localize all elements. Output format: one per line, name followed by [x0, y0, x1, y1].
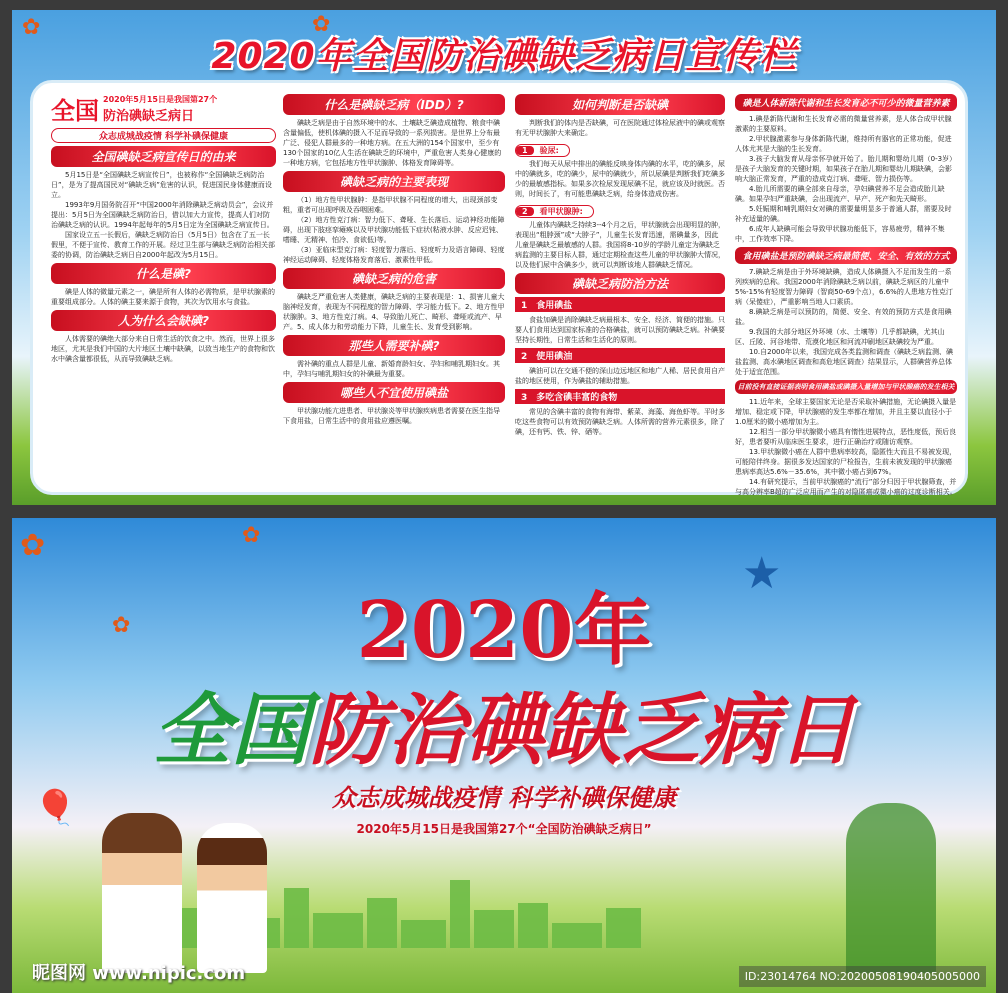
section-heading: 目前没有直接证据表明食用碘盐或碘摄入量增加与甲状腺癌的发生相关	[735, 380, 957, 394]
subtitle: 2020年5月15日是我国第27个“全国防治碘缺乏病日”	[356, 822, 652, 836]
method-heading	[515, 297, 725, 312]
paragraph: （3）亚临床型克汀病：轻度智力落后、轻度听力及语言障碍、轻度神经运动障碍、轻度体格发育落后、激素性甲低。	[283, 246, 505, 264]
method-heading	[515, 348, 725, 363]
paragraph: 人体需要的碘绝大部分来自日常生活的饮食之中。然而，世界上很多地区，尤其是我们中国的大片地区土壤中缺碘，以致当地生产的食物和饮水中碘含量都很低，从而导致碘缺乏病。	[51, 335, 275, 363]
method-label: 食用碘盐	[536, 301, 573, 311]
paragraph: 13.甲状腺微小癌在人群中患病率较高，隐匿性大而且不易被发现，可能陪伴终身。据很多发达国家的尸检报告，生前未被发现的甲状腺癌患病率高达5.6%－35.6%，其中微小癌占到67%。	[735, 448, 957, 476]
logo-big-text: 全国	[51, 97, 99, 125]
section-heading: 碘缺乏病的主要表现	[283, 171, 505, 192]
paragraph: 5月15日是“全国碘缺乏病宣传日”，也被称作“全国碘缺乏病防治日”，是为了提高国民对“碘缺乏病”危害的认识，促进国民身体健康而设立。	[51, 171, 272, 199]
logo-line2: 防治碘缺乏病日	[103, 108, 195, 124]
column-3	[515, 91, 725, 486]
paragraph: 儿童体内碘缺乏持续3--4个月之后，甲状腺就会出现明显的肿，表现出“粗脖颈”或“大脖子”，儿童生长发育迅速，需碘量多，因此儿童是碘缺乏最敏感的人群。我国将8-10岁的学龄儿童定为碘缺乏病监测的主要目标人群，通过定期检查这些儿童的甲状腺肿大情况，以及他们尿中含碘多少，就可以判断该地人群碘缺乏情况。	[515, 221, 725, 269]
paragraph: （2）地方性克汀病：智力低下、聋哑、生长落后、运动神经功能障碍，出现下肢痉挛瘫痪以及甲状腺功能低下症状(粘液水肿、反应迟钝、嗜睡、无精神、怕冷、食欲低)等。	[283, 216, 505, 244]
maple-leaf-icon: ✿	[22, 15, 41, 40]
year-heading: 2020年	[356, 585, 652, 676]
paragraph: 我们每天从尿中排出的碘能反映身体内碘的水平，吃的碘多，尿中的碘就多，吃的碘少，尿中的碘就少，所以尿碘是判断我们吃碘多少的最敏感指标。如果多次检尿发现尿碘不足，就应该及时就医。否则，时间长了，有可能患碘缺乏病，给身体造成伤害。	[515, 160, 725, 198]
section-heading: 碘缺乏病防治方法	[515, 273, 725, 294]
paragraph: 碘缺乏病是由于自然环境中的水、土壤缺乏碘造成植物、粮食中碘含量偏低，使机体碘的摄入不足而导致的一系列损害。是世界上分布最广泛、侵犯人群最多的一种地方病。在五大洲的154个国家中，至少有130个国家的10亿人生活在碘缺乏的环境中，严重危害人类身心健康的一种地方病，它包括地方性甲状腺肿、体格发育障碍等。	[283, 119, 502, 167]
tag-number: 2	[516, 207, 534, 216]
paragraph: （1）地方性甲状腺肿：是指甲状腺不同程度的增大，出现颈部变粗，重者可出现呼吸及吞咽困难。	[283, 196, 498, 214]
bottom-poster	[12, 518, 996, 993]
method-number: 3	[521, 393, 528, 403]
paragraph: 3.孩子大脑发育从母亲怀孕就开始了。胎儿期和婴幼儿期（0-3岁）是孩子大脑发育的关键时期，如果孩子在胎儿期和婴幼儿期缺碘，会影响大脑正常发育，严重的造成克汀病、聋哑、智力损伤等。	[735, 155, 957, 183]
section-heading: 人为什么会缺碘?	[51, 310, 276, 331]
maple-leaf-icon: ✿	[312, 12, 331, 37]
paragraph: 碘油可以在交通不便的深山边远地区和地广人稀、居民食用自产盐的地区使用，作为碘盐的辅助措施。	[515, 367, 725, 385]
tag-number: 1	[516, 146, 534, 155]
method-label: 使用碘油	[536, 352, 573, 362]
column-4	[735, 91, 957, 496]
section-heading: 什么是碘缺乏病（IDD）?	[283, 94, 505, 115]
doctor-illustration	[102, 813, 182, 973]
paragraph: 需补碘的重点人群是儿童、新婚育龄妇女、孕妇和哺乳期妇女。其中，孕妇与哺乳期妇女的补碘最为重要。	[283, 360, 500, 378]
section-heading: 那些人需要补碘?	[283, 335, 505, 356]
nurse-illustration	[197, 823, 267, 973]
logo-slogan: 众志成城战疫情 科学补碘保健康	[51, 128, 276, 143]
paragraph: 常见的含碘丰富的食物有海带、紫菜、海藻、海鱼虾等。平时多吃这些食物可以有效预防碘缺乏病。人体所需的营养元素很多，除了碘，还有钙、铁、锌、硒等。	[515, 408, 725, 436]
numbered-tag	[515, 144, 570, 157]
watermark-id: ID:23014764 NO:20200508190405005000	[739, 966, 986, 987]
paragraph: 11.近年来，全球主要国家无论是否采取补碘措施，无论碘摄入量是增加、稳定或下降，甲状腺癌的发生率都在增加，并且主要以直径小于1.0厘米的微小癌增加为主。	[735, 398, 957, 426]
star-icon: ★	[742, 548, 782, 599]
event-logo	[51, 91, 276, 126]
paragraph: 2.甲状腺激素参与身体新陈代谢，维持所有器官的正常功能，促进人体尤其是大脑的生长发育。	[735, 135, 952, 153]
slogan: 众志成城战疫情 科学补碘保健康	[331, 784, 677, 812]
paragraph: 碘是人体的微量元素之一，碘是所有人体的必需物质，是甲状腺素的重要组成部分。人体的碘主要来源于食物，其次为饮用水与食盐。	[51, 288, 275, 306]
column-2	[283, 91, 505, 486]
paragraph: 甲状腺功能亢进患者、甲状腺炎等甲状腺疾病患者需要在医生指导下食用盐，日常生活中的食用盐应遵医嘱。	[283, 407, 500, 425]
maple-leaf-icon: ✿	[112, 613, 131, 638]
main-title	[12, 668, 996, 780]
column-1	[51, 91, 276, 486]
paragraph: 1.碘是新陈代谢和生长发育必需的微量营养素，是人体合成甲状腺激素的主要原料。	[735, 115, 952, 133]
method-number: 2	[521, 352, 528, 362]
paragraph: 5.妊娠期和哺乳期妇女对碘的需要量明显多于普通人群，需要及时补充适量的碘。	[735, 205, 952, 223]
paragraph: 4.胎儿所需要的碘全部来自母亲，孕妇碘营养不足会造成胎儿缺碘。如果孕妇严重缺碘，会出现流产、早产、死产和先天畸形。	[735, 185, 945, 203]
paragraph: 9.我国的大部分地区外环境（水、土壤等）几乎都缺碘，尤其山区、丘陵、河谷地带、荒漠化地区和河流冲刷地区缺碘较为严重。	[735, 328, 945, 346]
section-heading: 哪些人不宜使用碘盐	[283, 382, 505, 403]
paragraph: 判断我们的体内是否缺碘，可在医院通过体检尿液中的碘或观察有无甲状腺肿大来确定。	[515, 119, 725, 137]
section-heading: 如何判断是否缺碘	[515, 94, 725, 115]
paragraph: 8.碘缺乏病是可以预防的，简便、安全、有效的预防方式是食用碘盐。	[735, 308, 952, 326]
content-board	[30, 80, 968, 495]
title-red-part: 防治碘缺乏病日	[309, 686, 856, 776]
tag-label: 看甲状腺肿:	[539, 207, 583, 216]
watermark-site: 昵图网 www.nipic.com	[32, 963, 246, 984]
section-heading: 碘缺乏病的危害	[283, 268, 505, 289]
paragraph: 碘缺乏严重危害人类健康，碘缺乏病的主要表现是：1、损害儿童大脑神经发育，表现为不同程度的智力障碍、学习能力低下。2、地方性甲状腺肿。3、地方性克汀病。4、导致胎儿死亡、畸形、聋哑或流产、早产。5、成人体力和劳动能力下降，儿童生长、发育受到影响。	[283, 293, 505, 331]
maple-leaf-icon: ✿	[20, 528, 46, 563]
top-poster	[12, 10, 996, 505]
method-heading	[515, 389, 725, 404]
logo-line1: 2020年5月15日是我国第27个	[103, 94, 218, 104]
tag-label: 验尿:	[539, 146, 559, 155]
paragraph: 12.相当一部分甲状腺微小癌具有惰性进展特点，恶性度低，预后良好，患者要听从临床医生要求，进行正确治疗或随访观察。	[735, 428, 957, 446]
section-heading: 碘是人体新陈代谢和生长发育必不可少的微量营养素	[735, 94, 957, 111]
method-number: 1	[521, 301, 528, 311]
section-heading: 食用碘盐是预防碘缺乏病最简便、安全、有效的方式	[735, 247, 957, 264]
family-silhouette	[846, 803, 936, 973]
paragraph: 6.成年人缺碘可能会导致甲状腺功能低下，容易疲劳，精神不集中，工作效率下降。	[735, 225, 945, 243]
paragraph: 食盐加碘是消除碘缺乏病最根本、安全、经济、简便的措施。只要人们食用达到国家标准的合格碘盐，就可以预防碘缺乏病。补碘要坚持长期性，日常生活和生活化的原则。	[515, 316, 725, 344]
paragraph: 国家设立五一长假后，碘缺乏病防治日（5月5日）包含在了五一长假里，不便于宣传、教育工作的开展。经过卫生部与碘缺乏病防治相关部委的协调，防治碘缺乏病日自2000年起改为5月15日。	[51, 231, 275, 259]
paragraph: 1993年9月国务院召开“中国2000年消除碘缺乏病动员会”，会议并提出：5月5日为全国碘缺乏病防治日，借以加大力宣传，提高人们对防治碘缺乏病的认识。1994年起每年的5月5日定为全国碘缺乏病宣传日。	[51, 201, 274, 229]
paragraph: 7.碘缺乏病是由于外环境缺碘，造成人体碘摄入不足而发生的一系列疾病的总称。我国2000年消除碘缺乏病以前，碘缺乏病区的儿童中5%-15%有轻度智力障碍（智商50-69个点），6.6%的人患地方性克汀病（呆傻症），严重影响当地人口素质。	[735, 268, 953, 306]
poster-title: 2020年全国防治碘缺乏病日宣传栏	[211, 36, 797, 77]
numbered-tag	[515, 205, 594, 218]
title-green-part: 全国	[152, 686, 309, 776]
method-label: 多吃含碘丰富的食物	[536, 393, 618, 403]
hot-air-balloon-icon: 🎈	[34, 788, 77, 828]
paragraph: 10.自2000年以来，我国完成各类监测和调查（碘缺乏病监测、碘盐监测、高水碘地区调查和高危地区调查）结果显示，人群碘营养总体处于适宜范围。	[735, 348, 953, 376]
section-heading: 全国碘缺乏病宣传日的由来	[51, 146, 276, 167]
paragraph: 14.有研究提示，当前甲状腺癌的“流行”部分归因于甲状腺筛查，并与高分辨率B超的广泛应用而产生的对隐匿癌或微小癌的过度诊断相关。	[735, 478, 957, 496]
section-heading: 什么是碘?	[51, 263, 276, 284]
maple-leaf-icon: ✿	[242, 523, 261, 548]
